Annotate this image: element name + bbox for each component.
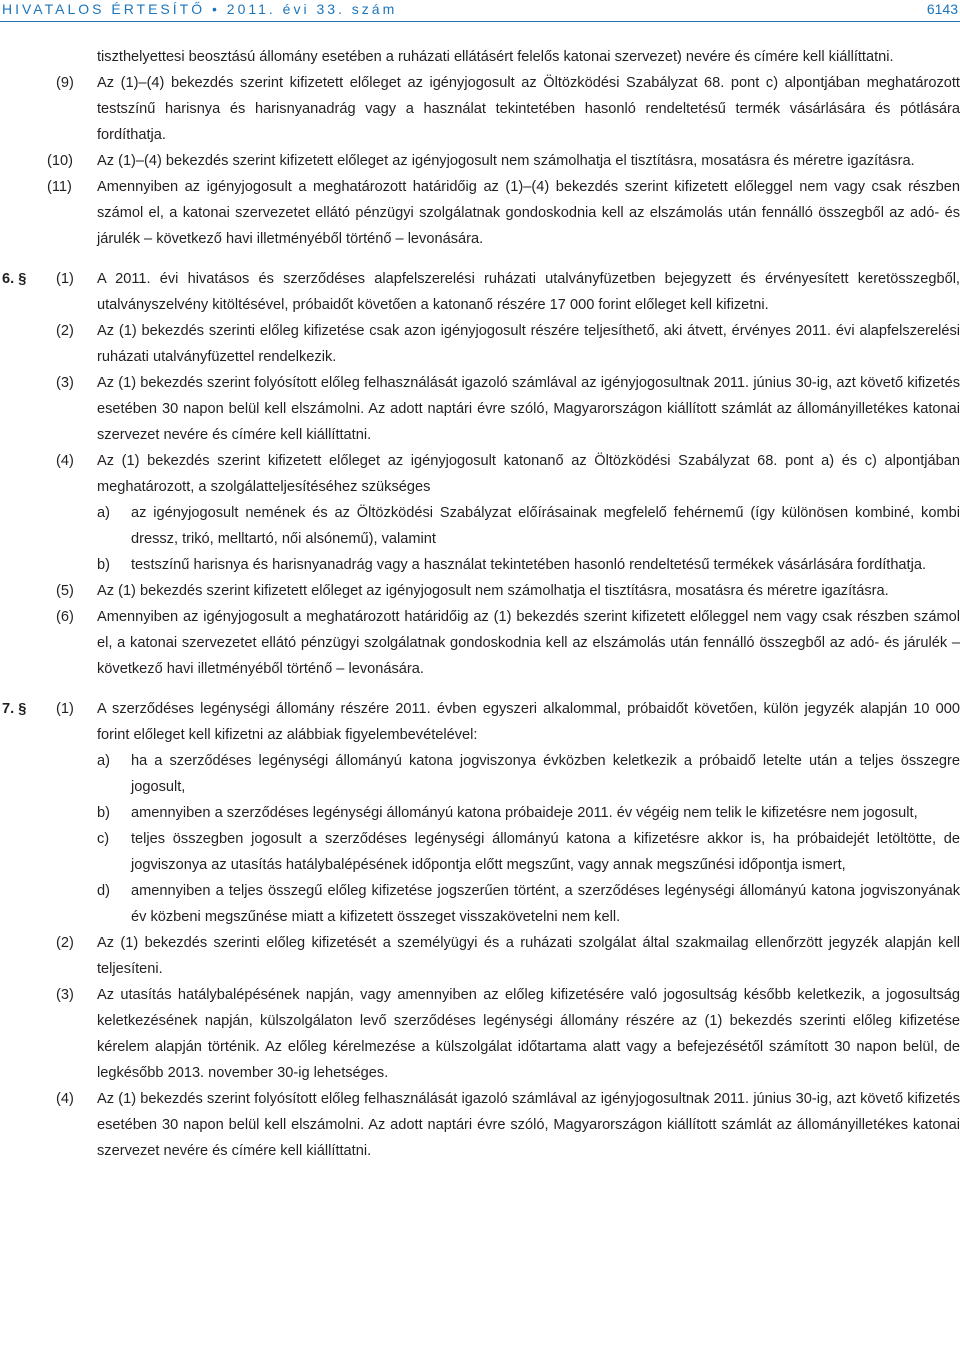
paragraph-10 — [0, 148, 960, 174]
list-item — [97, 826, 960, 878]
subparagraph-text: Az utasítás hatálybalépésének napján, vagy amennyiben az előleg kifizetésére való jogosultság később keletkezik, a jogosultság keletkezésének napján, külszolgálaton levő szerződéses legénységi állomány részére az (1) bekezdés szerinti előleg kifizetése kérelem alapján történik. Az előleg kérelmezése a külszolgálat időtartama alatt vagy a befejezésétől számított 30 napon belül, de legkésőbb 2013. november 30-ig lehetséges. — [97, 987, 960, 1081]
paragraph-number: (10) — [47, 153, 73, 169]
publication-title: HIVATALOS ÉRTESÍTŐ • 2011. évi 33. szám — [2, 1, 398, 17]
section-body — [56, 266, 960, 682]
page-number: 6143 — [926, 1, 958, 17]
page-header — [0, 0, 960, 20]
subparagraph-text: Az (1) bekezdés szerint kifizetett előleget az igényjogosult nem számolhatja el tisztításra, mosatásra és méretre igazításra. — [97, 583, 889, 599]
subparagraph-text: Az (1) bekezdés szerint kifizetett előleget az igényjogosult katonanő az Öltözködési Szabályzat 68. pont a) és c) alpontjában meghatározott, a szolgálatteljesítéséhez szükséges — [97, 453, 960, 495]
list-item — [97, 500, 960, 552]
section-number: 7. § — [2, 701, 27, 717]
subparagraph-text: Amennyiben az igényjogosult a meghatározott határidőig az (1) bekezdés szerint kifizetett előleggel nem vagy csak részben számol el, a katonai szervezetet ellátó pénzügyi szolgálatnak gondoskodnia kell az elszámolás után fennálló összegből az adó- és járulék – következő havi illetményéből történő – levonására. — [97, 609, 960, 677]
subparagraph-number: (1) — [56, 701, 74, 717]
subparagraph — [56, 448, 960, 578]
subparagraph — [56, 1086, 960, 1164]
subparagraph-number: (5) — [56, 583, 74, 599]
subparagraph-text: Az (1) bekezdés szerinti előleg kifizetését a személyügyi és a ruházati szolgálat által szakmailag ellenőrzött jegyzék alapján kell teljesíteni. — [97, 935, 960, 977]
subparagraph — [56, 370, 960, 448]
paragraph-text: Az (1)–(4) bekezdés szerint kifizetett előleget az igényjogosult az Öltözködési Szabályzat 68. pont c) alpontjában meghatározott testszínű harisnya és harisnyanadrág vagy a használat tekintetében hasonló rendeltetésű termék vásárlására és pótlására fordíthatja. — [97, 75, 960, 143]
list-marker: a) — [97, 753, 110, 769]
subparagraph-body — [97, 448, 960, 578]
list-marker: a) — [97, 505, 110, 521]
paragraph-text: Az (1)–(4) bekezdés szerint kifizetett előleget az igényjogosult nem számolhatja el tisztításra, mosatásra és méretre igazításra. — [97, 153, 915, 169]
subparagraph-number: (2) — [56, 323, 74, 339]
subparagraph-text: A szerződéses legénységi állomány részére 2011. évben egyszeri alkalommal, próbaidőt követően, külön jegyzék alapján 10 000 forint előleget kell kifizetni az alábbiak figyelembevételével: — [97, 701, 960, 743]
intro-paragraph: tiszthelyettesi beosztású állomány esetében a ruházati ellátásért felelős katonai szervezet) nevére és címére kell kiállíttatni. — [97, 49, 894, 65]
list-text: testszínű harisnya és harisnyanadrág vagy a használat tekintetében hasonló rendeltetésű termékek vásárlására fordíthatja. — [131, 557, 927, 573]
subparagraph-number: (4) — [56, 453, 74, 469]
section-number: 6. § — [2, 271, 27, 287]
list-item — [97, 800, 960, 826]
subparagraph — [56, 318, 960, 370]
section-7 — [0, 696, 960, 1164]
subparagraph-number: (6) — [56, 609, 74, 625]
section-body — [56, 696, 960, 1164]
subparagraph — [56, 578, 960, 604]
list-item — [97, 878, 960, 930]
list-marker: d) — [97, 883, 110, 899]
subparagraph — [56, 696, 960, 930]
subparagraph-text: A 2011. évi hivatásos és szerződéses alapfelszerelési ruházati utalványfüzetben bejegyzett és érvényesített keretösszegből, utalványszelvény kitöltésével, próbaidőt követően a katonanő részére 17 000 forint előleget kell kifizetni. — [97, 271, 960, 313]
list-text: az igényjogosult nemének és az Öltözködési Szabályzat előírásainak megfelelő fehérnemű (így különösen kombiné, kombi dressz, trikó, melltartó, női alsónemű), valamint — [131, 505, 960, 547]
list-marker: c) — [97, 831, 110, 847]
subparagraph — [56, 982, 960, 1086]
subparagraph-number: (1) — [56, 271, 74, 287]
list-marker: b) — [97, 557, 110, 573]
subparagraph-text: Az (1) bekezdés szerinti előleg kifizetése csak azon igényjogosult részére teljesíthető, aki átvett, érvényes 2011. évi alapfelszerelési ruházati utalványfüzettel rendelkezik. — [97, 323, 960, 365]
subparagraph-text: Az (1) bekezdés szerint folyósított előleg felhasználását igazoló számlával az igényjogosultnak 2011. június 30-ig, azt követő kifizetés esetében 30 napon belül kell elszámolni. Az adott naptári évre szóló, Magyarországon kiállított számlát az állományilletékes katonai szervezet nevére és címére kell kiállíttatni. — [97, 1091, 960, 1159]
list-text: amennyiben a teljes összegű előleg kifizetése jogszerűen történt, a szerződéses legénységi állományú katona jogviszonyának év közbeni megszűnése miatt a kifizetett összeget visszakövetelni nem kell. — [131, 883, 960, 925]
subparagraph-number: (4) — [56, 1091, 74, 1107]
subparagraph-number: (2) — [56, 935, 74, 951]
list-text: teljes összegben jogosult a szerződéses legénységi állományú katona a kifizetésre akkor is, ha próbaidejét letöltötte, de jogviszonya az utasítás hatálybalépésének időpontja előtt megszűnt, vagy annak megszűnési időpontja ismert, — [131, 831, 960, 873]
list-text: ha a szerződéses legénységi állományú katona jogviszonya évközben keletkezik a próbaidő letelte után a teljes összegre jogosult, — [131, 753, 960, 795]
subparagraph — [56, 266, 960, 318]
list-item — [97, 552, 960, 578]
subparagraph-number: (3) — [56, 375, 74, 391]
subparagraph-text: Az (1) bekezdés szerint folyósított előleg felhasználását igazoló számlával az igényjogosultnak 2011. június 30-ig, azt követő kifizetés esetében 30 napon belül kell elszámolni. Az adott naptári évre szóló, Magyarországon kiállított számlát az állományilletékes katonai szervezet nevére és címére kell kiállíttatni. — [97, 375, 960, 443]
subparagraph — [56, 930, 960, 982]
paragraph-text: Amennyiben az igényjogosult a meghatározott határidőig az (1)–(4) bekezdés szerint kifizetett előleggel nem vagy csak részben számol el, a katonai szervezetet ellátó pénzügyi szolgálatnak gondoskodnia kell az elszámolás után fennálló összegből az adó- és járulék – következő havi illetményéből történő – levonására. — [97, 179, 960, 247]
paragraph-number: (11) — [47, 179, 72, 195]
header-divider — [0, 21, 960, 22]
list-item — [97, 748, 960, 800]
subparagraph-number: (3) — [56, 987, 74, 1003]
list-marker: b) — [97, 805, 110, 821]
paragraph-number: (9) — [56, 75, 74, 91]
subparagraph-body — [97, 696, 960, 930]
paragraph-9 — [0, 70, 960, 148]
paragraph-11 — [0, 174, 960, 252]
subparagraph — [56, 604, 960, 682]
list-text: amennyiben a szerződéses legénységi állományú katona próbaideje 2011. év végéig nem telik le kifizetésre nem jogosult, — [131, 805, 918, 821]
document-body — [0, 44, 960, 1164]
section-6 — [0, 266, 960, 682]
